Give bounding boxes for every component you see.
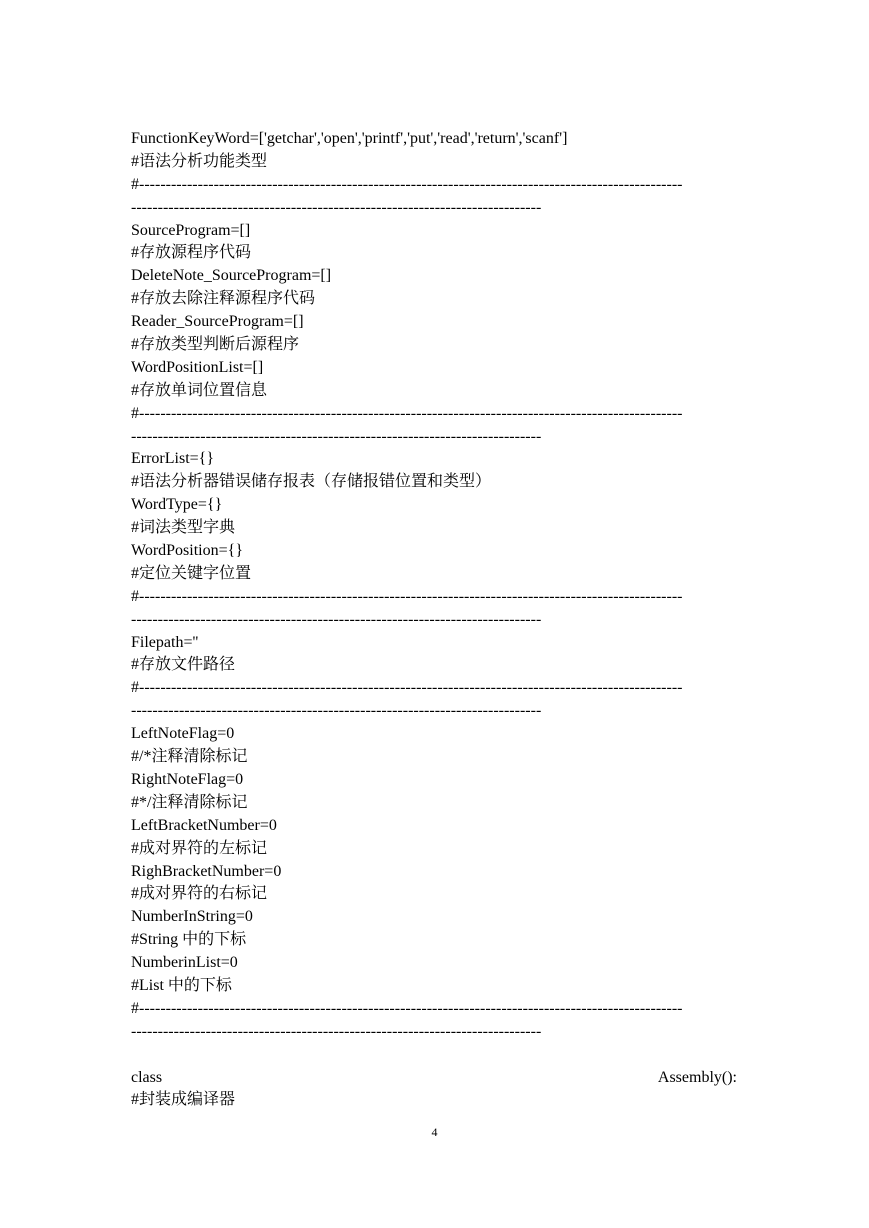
separator-line: #------------------------------------------------------------------------------------------------------ [131,587,683,605]
class-declaration-line [131,1067,737,1090]
code-line: Reader_SourceProgram=[] [131,313,304,331]
code-line: NumberInString=0 [131,908,253,926]
comment-line: #语法分析器错误储存报表（存储报错位置和类型） [131,473,492,491]
comment-line: #语法分析功能类型 [131,152,268,170]
code-line: RighBracketNumber=0 [131,862,282,880]
code-line: NumberinList=0 [131,954,238,972]
comment-line: #封装成编译器 [131,1091,236,1109]
comment-line: #存放去除注释源程序代码 [131,290,316,308]
code-line: LeftNoteFlag=0 [131,725,235,743]
comment-line: #存放类型判断后源程序 [131,336,300,354]
comment-line: #定位关键字位置 [131,564,252,582]
document-body [131,128,737,1112]
code-line: ErrorList={} [131,450,215,468]
code-line: DeleteNote_SourceProgram=[] [131,267,332,285]
separator-line: ----------------------------------------------------------------------------- [131,610,542,628]
comment-line: #成对界符的右标记 [131,885,268,903]
separator-line: #------------------------------------------------------------------------------------------------------ [131,999,683,1017]
comment-line: #存放源程序代码 [131,244,252,262]
separator-line: #------------------------------------------------------------------------------------------------------ [131,679,683,697]
code-line: FunctionKeyWord=['getchar','open','printf','put','read','return','scanf'] [131,130,568,147]
comment-line: #List 中的下标 [131,976,232,994]
comment-line: #*/注释清除标记 [131,793,248,811]
separator-line: #------------------------------------------------------------------------------------------------------ [131,175,683,193]
comment-line: #词法类型字典 [131,519,236,537]
page-number: 4 [431,1125,438,1139]
code-line: LeftBracketNumber=0 [131,816,277,834]
separator-line: ----------------------------------------------------------------------------- [131,427,542,445]
separator-line: #------------------------------------------------------------------------------------------------------ [131,404,683,422]
code-line: WordPosition={} [131,542,243,560]
comment-line: #/*注释清除标记 [131,748,248,766]
separator-line: ----------------------------------------------------------------------------- [131,198,542,216]
code-line: SourceProgram=[] [131,221,251,239]
blank-line [131,1044,737,1067]
comment-line: #存放单词位置信息 [131,381,268,399]
comment-line: #存放文件路径 [131,656,236,674]
class-keyword: class [131,1068,163,1086]
comment-line: #成对界符的左标记 [131,839,268,857]
separator-line: ----------------------------------------------------------------------------- [131,1022,542,1040]
separator-line: ----------------------------------------------------------------------------- [131,702,542,720]
class-name: Assembly(): [657,1068,737,1086]
comment-line: #String 中的下标 [131,931,247,949]
code-line: WordType={} [131,496,223,514]
code-line: WordPositionList=[] [131,358,264,376]
code-line: Filepath='' [131,633,199,651]
code-line: RightNoteFlag=0 [131,770,244,788]
